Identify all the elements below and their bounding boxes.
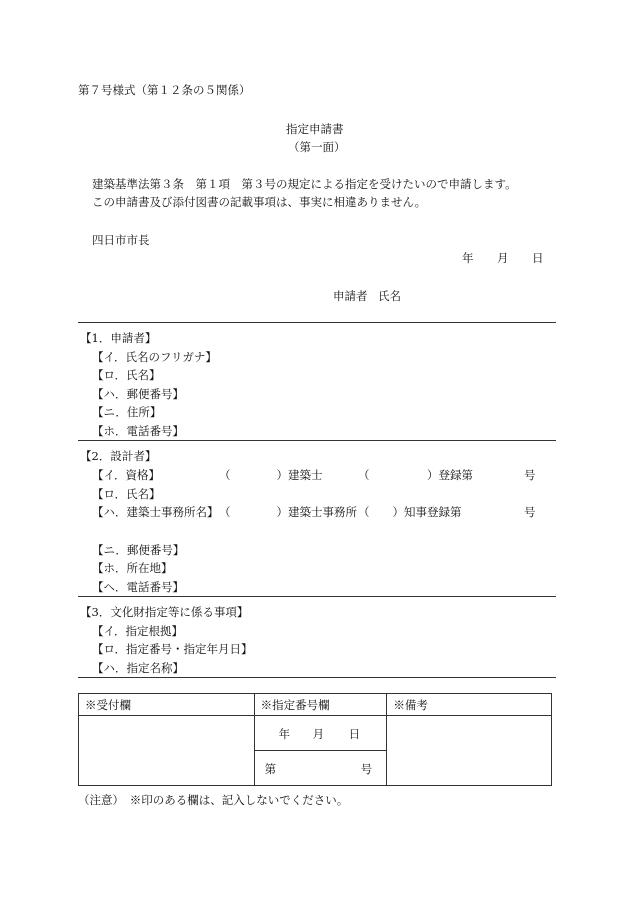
addressee: 四日市市長	[92, 233, 150, 247]
section3-item: 【イ．指定根拠】	[92, 624, 183, 638]
designation-number-cell	[254, 751, 387, 786]
office-use-table	[78, 693, 552, 786]
applicant-name-label: 氏名	[378, 289, 401, 303]
designation-year: 年	[278, 727, 291, 741]
document-title: 指定申請書	[286, 122, 344, 136]
divider	[78, 322, 556, 323]
footnote: （注意） ※印のある欄は、記入しないでください。	[78, 793, 349, 807]
designer-name-label: 【ロ．氏名】	[92, 487, 161, 501]
office-phone-label: 【ヘ．電話番号】	[92, 580, 184, 594]
section2-title: 【2．設計者】	[80, 449, 157, 463]
designer-qualification-label: 【イ．資格】	[92, 468, 160, 482]
section3-item: 【ハ．指定名称】	[92, 661, 184, 675]
office-registration-suffix: 号	[524, 505, 536, 519]
designation-number-prefix: 第	[264, 762, 277, 776]
date-month: 月	[497, 251, 509, 265]
office-postal-label: 【ニ．郵便番号】	[92, 543, 185, 557]
section1-item: 【ニ．住所】	[92, 405, 162, 419]
section1-item: 【イ．氏名のフリガナ】	[92, 350, 217, 364]
date-day: 日	[532, 251, 544, 265]
reception-header: ※受付欄	[79, 694, 255, 716]
remarks-cell	[387, 716, 552, 786]
section1-title: 【1．申請者】	[80, 331, 157, 345]
section3-title: 【3．文化財指定等に係る事項】	[80, 605, 249, 619]
office-class-blank: （ ）建築士事務所	[219, 505, 357, 519]
designation-date-cell	[254, 716, 387, 751]
registration-blank: （ ）登録第	[358, 468, 473, 482]
registration-suffix: 号	[524, 468, 536, 482]
governor-registration-blank: （ ）知事登録第	[358, 505, 462, 519]
form-number: 第７号様式（第１２条の５関係）	[78, 83, 251, 97]
office-name-label: 【ハ．建築士事務所名】	[92, 505, 219, 519]
designation-number-header: ※指定番号欄	[254, 694, 387, 716]
intro-line-2: この申請書及び添付図書の記載事項は、事実に相違ありません。	[92, 195, 427, 209]
applicant-label: 申請者	[333, 289, 368, 303]
designation-month: 月	[312, 727, 325, 741]
section1-item: 【ホ．電話番号】	[92, 424, 184, 438]
remarks-header: ※備考	[387, 694, 552, 716]
reception-cell	[79, 716, 255, 786]
divider	[78, 440, 556, 441]
document-subtitle: （第一面）	[288, 140, 346, 154]
section1-item: 【ハ．郵便番号】	[92, 387, 184, 401]
section1-item: 【ロ．氏名】	[92, 368, 161, 382]
intro-line-1: 建築基準法第３条 第１項 第３号の規定による指定を受けたいので申請します。	[92, 177, 517, 191]
designation-day: 日	[348, 727, 361, 741]
date-year: 年	[462, 251, 474, 265]
office-address-label: 【ホ．所在地】	[92, 561, 173, 575]
section3-item: 【ロ．指定番号・指定年月日】	[92, 642, 253, 656]
architect-class-blank: （ ）建築士	[219, 468, 323, 482]
designation-number-suffix: 号	[360, 762, 373, 776]
divider	[78, 596, 556, 597]
divider	[78, 677, 556, 678]
